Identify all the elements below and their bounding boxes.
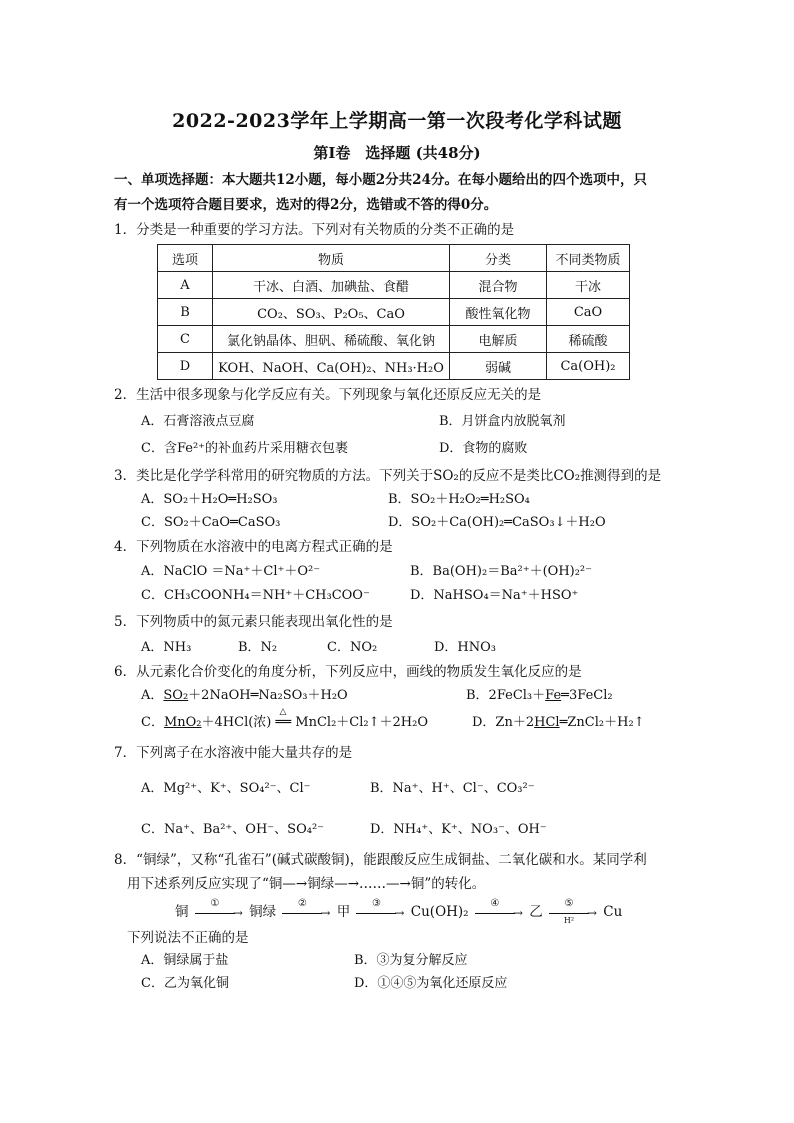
reaction-arrow: ③ → [356,906,404,920]
heating-condition [275,707,292,733]
table-cell: 干冰 [547,272,630,299]
step-label: ③ [372,897,381,909]
question-4-option-b: B．Ba(OH)₂＝Ba²⁺＋(OH)₂²⁻ [410,564,593,579]
question-6-option-a [141,686,348,706]
chain-substance: 铜绿 [249,904,277,920]
step-label: ② [297,897,307,909]
equation-rest: ═ZnCl₂＋H₂↑ [559,715,645,730]
table-header: 选项 [158,245,213,272]
question-3-option-a: A．SO₂＋H₂O═H₂SO₃ [141,492,278,507]
question-5-option-b: B．N₂ [238,640,278,655]
table-cell: 稀硫酸 [547,326,630,353]
step-label: ⑤ [564,897,574,909]
table-row [158,353,630,380]
question-8-option-b: B．③为复分解反应 [354,953,468,968]
section-instruction-line1: 一、单项选择题：本大题共12小题，每小题2分共24分。在每小题给出的四个选项中，只 [114,172,647,188]
question-3-option-d: D．SO₂＋Ca(OH)₂═CaSO₃↓＋H₂O [388,515,606,530]
question-7-option-b: B．Na⁺、H⁺、Cl⁻、CO₃²⁻ [370,781,535,796]
chain-substance: Cu [603,904,623,920]
table-cell: CO₂、SO₃、P₂O₅、CaO [213,299,450,326]
question-6-option-d [472,713,645,733]
question-4-stem: 4．下列物质在水溶液中的电离方程式正确的是 [114,539,393,555]
option-prefix: C． [141,715,164,730]
table-header: 分类 [450,245,547,272]
table-cell: 干冰、白酒、加碘盐、食醋 [213,272,450,299]
question-7-option-d: D．NH₄⁺、K⁺、NO₃⁻、OH⁻ [370,822,547,837]
equation-reactants: ＋4HCl(浓) [201,715,272,730]
option-prefix: D．Zn＋2 [472,715,535,730]
option-prefix: A． [141,688,164,703]
question-2-option-a: A．石膏溶液点豆腐 [141,414,255,429]
table-cell: 弱碱 [450,353,547,380]
question-8-stem-line2: 用下述系列反应实现了“铜—→铜绿—→……—→铜”的转化。 [127,876,486,892]
question-6-stem: 6．从元素化合价变化的角度分析，下列反应中，画线的物质发生氧化反应的是 [114,664,582,680]
table-cell: A [158,272,213,299]
table-cell: 酸性氧化物 [450,299,547,326]
table-header-row [158,245,630,272]
delta-symbol: △ [279,707,287,717]
chain-substance: Cu(OH)₂ [410,904,469,920]
reaction-arrow: ① → [195,906,243,920]
question-2-option-d: D．食物的腐败 [439,441,528,456]
section-subtitle: 第I卷 选择题 (共48分) [313,144,481,162]
table-cell: D [158,353,213,380]
question-1-stem: 1．分类是一种重要的学习方法。下列对有关物质的分类不正确的是 [114,222,515,238]
table-header: 不同类物质 [547,245,630,272]
question-3-option-b: B．SO₂＋H₂O₂═H₂SO₄ [388,492,530,507]
chain-substance: 乙 [529,904,543,920]
question-2-option-b: B．月饼盒内放脱氧剂 [439,414,566,429]
step-label: ① [210,897,220,909]
question-7-stem: 7．下列离子在水溶液中能大量共存的是 [114,745,353,761]
underlined-substance: MnO₂ [163,715,202,730]
underlined-substance: Fe [545,688,562,703]
reaction-arrow: ⑤ → H² [549,906,597,920]
table-cell: C [158,326,213,353]
step-condition: H² [563,915,575,925]
underlined-substance: SO₂ [163,688,189,703]
question-4-option-c: C．CH₃COONH₄＝NH⁺＋CH₃COO⁻ [141,588,370,603]
question-5-stem: 5．下列物质中的氮元素只能表现出氧化性的是 [114,614,393,630]
option-prefix: B．2FeCl₃＋ [466,688,546,703]
equation-rest: ＋2NaOH═Na₂SO₃＋H₂O [188,688,348,703]
equation-rest: ═3FeCl₂ [561,688,613,703]
table-cell: Ca(OH)₂ [547,353,630,380]
question-4-option-d: D．NaHSO₄＝Na⁺＋HSO⁺ [410,588,579,603]
chain-substance: 甲 [336,904,351,920]
equation-rest: MnCl₂＋Cl₂↑＋2H₂O [291,715,428,730]
question-4-option-a: A．NaClO ＝Na⁺＋Cl⁺＋O²⁻ [141,564,321,579]
table-cell: B [158,299,213,326]
table-cell: 氯化钠晶体、胆矾、稀硫酸、氧化钠 [213,326,450,353]
reaction-arrow: ② → [282,906,330,920]
step-label: ④ [490,897,500,909]
table-row [158,272,630,299]
table-row [158,299,630,326]
table-cell: 混合物 [450,272,547,299]
table-cell: 电解质 [450,326,547,353]
question-5-option-c: C．NO₂ [327,640,378,655]
question-5-option-a: A．NH₃ [141,640,192,655]
question-2-option-c: C．含Fe²⁺的补血药片采用糖衣包裹 [141,441,349,456]
question-2-stem: 2．生活中很多现象与化学反应有关。下列现象与氧化还原反应无关的是 [114,387,542,403]
question-8-stem-line3: 下列说法不正确的是 [127,930,249,946]
equals-sign: ══ [275,715,292,730]
question-7-option-c: C．Na⁺、Ba²⁺、OH⁻、SO₄²⁻ [141,822,325,837]
chain-substance: 铜 [175,904,189,920]
question-5-option-d: D．HNO₃ [434,640,497,655]
question-8-option-c: C．乙为氧化铜 [141,976,229,991]
table-row [158,326,630,353]
question-8-option-d: D．①④⑤为氧化还原反应 [354,976,508,991]
question-3-stem: 3．类比是化学学科常用的研究物质的方法。下列关于SO₂的反应不是类比CO₂推测得到的是 [114,468,662,484]
underlined-substance: HCl [534,715,560,730]
conversion-chain [175,897,623,925]
table-cell: CaO [547,299,630,326]
question-6-option-c [141,707,428,733]
question-7-option-a: A．Mg²⁺、K⁺、SO₄²⁻、Cl⁻ [141,781,311,796]
question-8-stem-line1: 8．“铜绿”，又称“孔雀石”(碱式碳酸铜)，能跟酸反应生成铜盐、二氧化碳和水。某同学利 [114,852,647,868]
classification-table [157,244,630,380]
question-6-option-b [466,686,613,706]
page-title: 2022-2023学年上学期高一第一次段考化学科试题 [172,110,622,132]
table-header: 物质 [213,245,450,272]
question-3-option-c: C．SO₂＋CaO═CaSO₃ [141,515,281,530]
question-8-option-a: A．铜绿属于盐 [141,953,229,968]
table-cell: KOH、NaOH、Ca(OH)₂、NH₃·H₂O [213,353,450,380]
section-instruction-line2: 有一个选项符合题目要求，选对的得2分，选错或不答的得0分。 [114,197,498,213]
reaction-arrow: ④ → [475,906,523,920]
